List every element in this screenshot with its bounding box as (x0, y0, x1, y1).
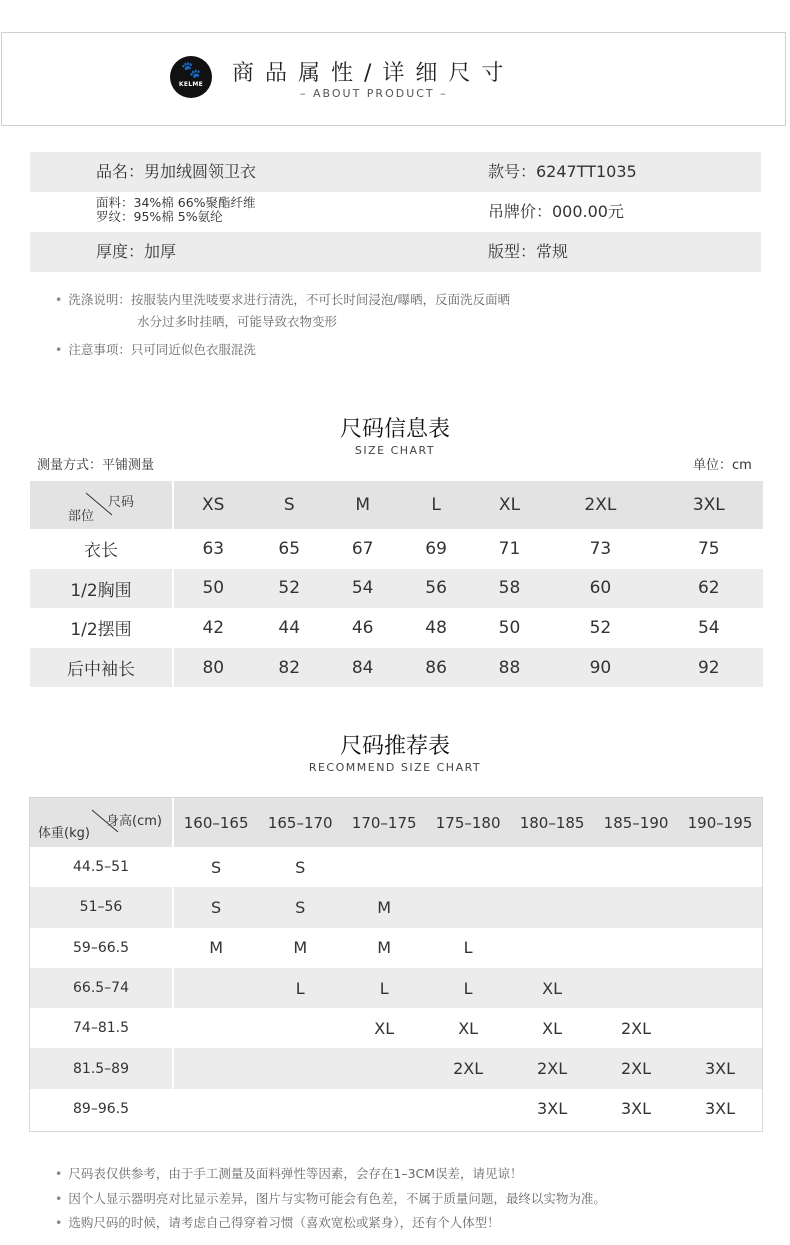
care-text: 只可同近似色衣服混洗 (130, 342, 256, 357)
table-row (30, 928, 762, 968)
measure-unit: 单位：cm (693, 458, 752, 473)
table-cell (426, 1089, 510, 1129)
size-corner-cell (30, 481, 173, 529)
page-subtitle: – ABOUT PRODUCT – (300, 87, 448, 100)
corner-height-label: 身高(cm) (106, 814, 162, 829)
table-cell: M (342, 887, 426, 927)
table-cell (173, 1048, 258, 1088)
recommend-chart-subtitle: RECOMMEND SIZE CHART (308, 761, 482, 774)
table-cell: L (342, 968, 426, 1008)
table-row (30, 569, 763, 609)
table-row (30, 1089, 762, 1129)
table-cell: M (293, 938, 308, 958)
table-cell (678, 887, 762, 927)
corner-size-label: 尺码 (108, 495, 135, 510)
table-cell: 54 (697, 617, 720, 638)
weight-label: 59–66.5 (30, 928, 173, 968)
table-cell: XL (374, 1018, 395, 1038)
size-header-row (30, 481, 763, 529)
table-cell (173, 968, 258, 1008)
table-cell: 63 (202, 538, 225, 559)
height-header: 185–190 (594, 798, 678, 847)
size-header: M (326, 481, 399, 529)
table-cell: M (377, 938, 392, 958)
table-cell (173, 1089, 258, 1129)
table-cell: S (173, 887, 258, 927)
product-name: 品名：男加绒圆领卫衣 (96, 162, 257, 181)
table-row (30, 529, 763, 569)
table-cell (510, 928, 594, 968)
page-title: 商品属性/详细尺寸 (232, 61, 515, 86)
footnote (55, 1189, 606, 1207)
table-cell: L (426, 968, 510, 1008)
table-cell (426, 847, 510, 887)
table-cell: 42 (202, 617, 225, 638)
table-cell (510, 847, 594, 887)
table-cell (510, 887, 594, 927)
weight-label: 74–81.5 (30, 1008, 173, 1048)
table-cell (258, 1089, 342, 1129)
footnote-text: 尺码表仅供参考，由于手工测量及面料弹性等因素，会存在1–3CM误差，请见谅！ (68, 1166, 523, 1181)
footnote-text: 因个人显示器明亮对比显示差异，图片与实物可能会有色差，不属于质量问题，最终以实物为准。 (68, 1191, 606, 1206)
table-cell: 46 (351, 617, 374, 638)
bullet-icon: • (55, 342, 63, 357)
table-cell: L (463, 938, 473, 958)
table-cell (342, 847, 426, 887)
wash-line2: 水分过多时挂晒，可能导致衣物变形 (137, 314, 338, 329)
table-row (30, 968, 762, 1008)
table-cell: 86 (399, 648, 472, 688)
product-tag-price: 吊牌价：000.00元 (488, 202, 624, 221)
height-header: 180–185 (510, 798, 594, 847)
size-header: S (253, 481, 326, 529)
size-header: 2XL (546, 481, 654, 529)
table-cell: S (211, 857, 222, 877)
table-cell (678, 847, 762, 887)
product-thickness: 厚度：加厚 (96, 242, 177, 261)
corner-part-label: 部位 (68, 509, 95, 524)
table-cell: 44 (278, 617, 301, 638)
table-cell: 71 (498, 538, 521, 559)
table-cell (173, 1008, 258, 1048)
row-label: 衣长 (30, 529, 173, 569)
table-cell: 90 (546, 648, 654, 688)
table-cell: 84 (326, 648, 399, 688)
table-cell (678, 928, 762, 968)
table-row (30, 847, 762, 887)
size-header: L (399, 481, 472, 529)
product-fit: 版型：常规 (488, 242, 569, 261)
size-header: XS (173, 481, 253, 529)
table-cell: 65 (278, 538, 301, 559)
table-cell: 62 (655, 569, 763, 609)
table-cell (258, 1048, 342, 1088)
table-cell: 48 (425, 617, 447, 638)
height-header: 190–195 (678, 798, 762, 847)
info-row-name (30, 152, 761, 192)
table-cell: 52 (253, 569, 326, 609)
table-cell: 2XL (510, 1048, 594, 1088)
product-fabric: 面料：34%棉 66%聚酯纤维 (96, 195, 256, 210)
table-cell: 75 (697, 538, 720, 559)
table-cell: 67 (351, 538, 374, 559)
footnote-text: 选购尺码的时候，请考虑自己得穿着习惯（喜欢宽松或紧身），还有个人体型！ (68, 1215, 500, 1230)
recommend-corner-cell (30, 798, 173, 847)
height-header: 160–165 (173, 798, 258, 847)
weight-label: 51–56 (30, 887, 173, 927)
table-cell: 54 (326, 569, 399, 609)
table-row (30, 1008, 762, 1048)
table-cell: 73 (589, 538, 612, 559)
footnote (55, 1164, 523, 1182)
size-chart-title: 尺码信息表 (339, 417, 450, 442)
bullet-icon: • (55, 292, 63, 307)
recommend-header-row (30, 798, 762, 847)
table-row (30, 608, 763, 648)
table-cell (678, 968, 762, 1008)
table-cell: 3XL (704, 1099, 736, 1119)
table-cell (342, 1048, 426, 1088)
footnote (55, 1213, 500, 1231)
table-cell (594, 928, 678, 968)
weight-label: 66.5–74 (30, 968, 173, 1008)
table-cell: 92 (655, 648, 763, 688)
care-note (55, 340, 256, 358)
table-cell (258, 1008, 342, 1048)
corner-weight-label: 体重(kg) (38, 826, 90, 841)
size-header: XL (473, 481, 546, 529)
table-cell: S (295, 857, 306, 877)
care-label: 注意事项： (68, 342, 131, 357)
row-label: 1/2摆围 (30, 608, 173, 648)
paw-icon: 🐾 (181, 60, 201, 79)
table-cell: 52 (589, 617, 612, 638)
table-cell (678, 1008, 762, 1048)
wash-line1: 按服装内里洗唛要求进行清洗，不可长时间浸泡/曝晒，反面洗反面晒 (130, 292, 511, 307)
table-cell: S (258, 887, 342, 927)
wash-note (55, 290, 510, 308)
height-header: 170–175 (342, 798, 426, 847)
table-cell: 50 (498, 617, 521, 638)
bullet-icon: • (55, 1166, 63, 1181)
logo-text: KELME (178, 81, 204, 88)
row-label: 1/2胸围 (30, 569, 173, 609)
table-cell: 60 (546, 569, 654, 609)
row-label: 后中袖长 (30, 648, 173, 688)
table-cell: 80 (173, 648, 253, 688)
table-cell: 69 (425, 538, 447, 559)
table-cell: XL (510, 968, 594, 1008)
info-row-thickness (30, 232, 761, 272)
size-header: 3XL (655, 481, 763, 529)
bullet-icon: • (55, 1191, 63, 1206)
table-cell: 3XL (678, 1048, 762, 1088)
table-cell: XL (458, 1018, 479, 1038)
table-cell (594, 887, 678, 927)
product-style-no: 款号：6247TT1035 (488, 162, 637, 181)
table-cell: 56 (399, 569, 472, 609)
table-cell: 58 (473, 569, 546, 609)
table-row (30, 887, 762, 927)
recommend-table (30, 798, 762, 1129)
table-cell: L (258, 968, 342, 1008)
kelme-logo (170, 56, 212, 98)
weight-label: 81.5–89 (30, 1048, 173, 1088)
size-chart-subtitle: SIZE CHART (354, 444, 436, 457)
table-cell: 3XL (621, 1099, 652, 1119)
table-cell: 2XL (621, 1018, 652, 1038)
weight-label: 89–96.5 (30, 1089, 173, 1129)
table-row (30, 648, 763, 688)
weight-label: 44.5–51 (30, 847, 173, 887)
height-header: 175–180 (426, 798, 510, 847)
recommend-chart-title: 尺码推荐表 (339, 734, 450, 759)
size-table (30, 481, 763, 687)
bullet-icon: • (55, 1215, 63, 1230)
table-row (30, 1048, 762, 1088)
table-cell: M (209, 938, 224, 958)
table-cell (342, 1089, 426, 1129)
table-cell: 2XL (426, 1048, 510, 1088)
table-cell (594, 968, 678, 1008)
height-header: 165–170 (258, 798, 342, 847)
table-cell (426, 887, 510, 927)
table-cell: 3XL (537, 1099, 568, 1119)
table-cell: 88 (473, 648, 546, 688)
table-cell: 50 (173, 569, 253, 609)
measure-method: 测量方式：平铺测量 (37, 458, 155, 473)
product-rib: 罗纹：95%棉 5%氨纶 (96, 209, 223, 224)
table-cell: 82 (253, 648, 326, 688)
table-cell: XL (542, 1018, 563, 1038)
info-row-fabric (30, 192, 761, 232)
table-cell: 2XL (594, 1048, 678, 1088)
wash-label: 洗涤说明： (68, 292, 131, 307)
table-cell (594, 847, 678, 887)
